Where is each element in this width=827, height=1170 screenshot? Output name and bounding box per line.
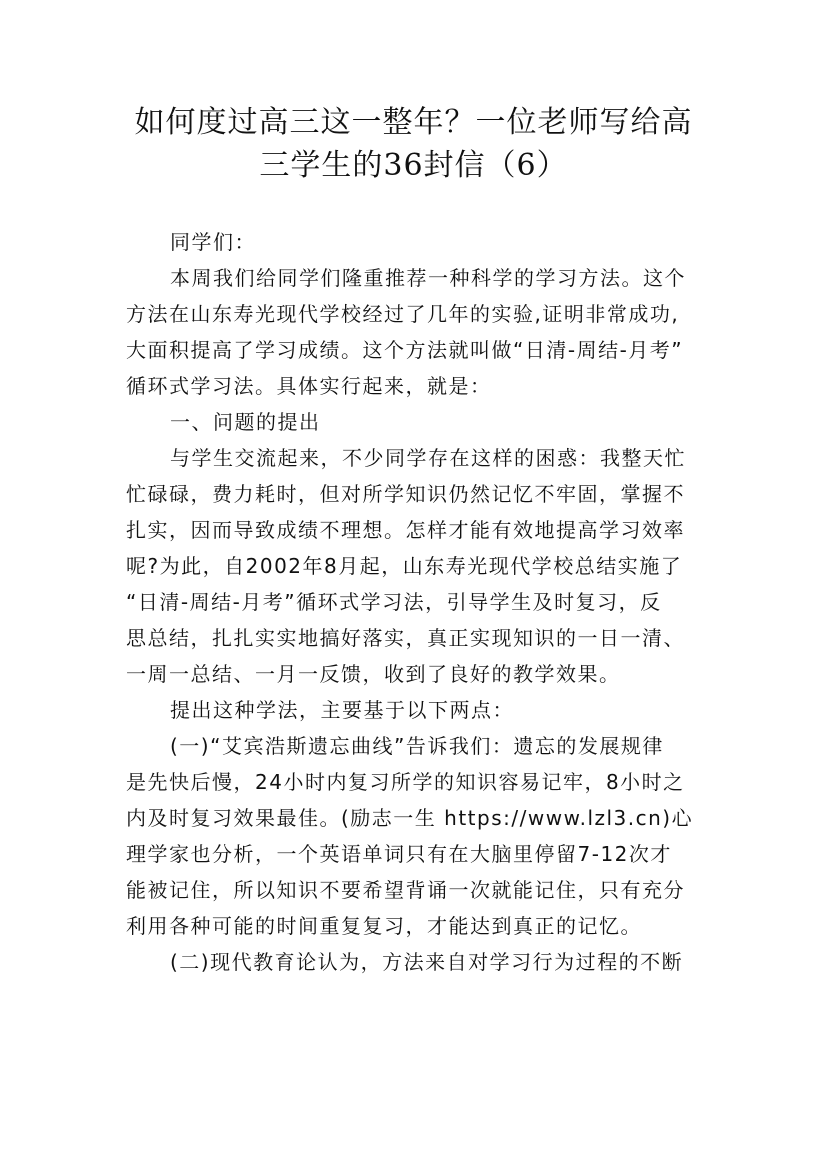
paragraph-line: 呢?为此，自2002年8月起，山东寿光现代学校总结实施了 — [126, 554, 683, 578]
section-heading: 一、问题的提出 — [170, 410, 321, 434]
paragraph-line: 一周一总结、一月一反馈，收到了良好的教学效果。 — [126, 662, 621, 686]
salutation: 同学们： — [170, 230, 256, 254]
paragraph-line: 是先快后慢，24小时内复习所学的知识容易记牢，8小时之 — [126, 770, 685, 794]
paragraph-line: (二)现代教育论认为，方法来自对学习行为过程的不断 — [170, 950, 684, 974]
paragraph-line: 大面积提高了学习成绩。这个方法就叫做“日清-周结-月考” — [126, 338, 684, 362]
paragraph-line: 方法在山东寿光现代学校经过了几年的实验,证明非常成功, — [126, 302, 680, 326]
paragraph-line: “日清-周结-月考”循环式学习法，引导学生及时复习，反 — [126, 590, 662, 614]
title-line-1: 如何度过高三这一整年？一位老师写给高 — [134, 105, 693, 140]
paragraph-line: 忙碌碌，费力耗时，但对所学知识仍然记忆不牢固，掌握不 — [126, 482, 685, 506]
paragraph-line: 提出这种学法，主要基于以下两点： — [170, 698, 514, 722]
paragraph-line: 思总结，扎扎实实地搞好落实，真正实现知识的一日一清、 — [126, 626, 685, 650]
document-body — [126, 224, 701, 980]
paragraph-line: (一)“艾宾浩斯遗忘曲线”告诉我们：遗忘的发展规律 — [170, 734, 664, 758]
paragraph-line: 理学家也分析，一个英语单词只有在大脑里停留7-12次才 — [126, 842, 672, 866]
paragraph-line: 利用各种可能的时间重复复习，才能达到真正的记忆。 — [126, 914, 642, 938]
paragraph-line: 本周我们给同学们隆重推荐一种科学的学习方法。这个 — [170, 266, 686, 290]
paragraph-line: 与学生交流起来，不少同学存在这样的困惑：我整天忙 — [170, 446, 686, 470]
title-line-2: 三学生的36封信（6） — [259, 148, 568, 183]
paragraph-line: 循环式学习法。具体实行起来，就是： — [126, 374, 492, 398]
paragraph-line: 内及时复习效果最佳。(励志一生 https://www.lzl3.cn)心 — [126, 806, 694, 830]
paragraph-line: 能被记住，所以知识不要希望背诵一次就能记住，只有充分 — [126, 878, 685, 902]
paragraph-line: 扎实，因而导致成绩不理想。怎样才能有效地提高学习效率 — [126, 518, 685, 542]
